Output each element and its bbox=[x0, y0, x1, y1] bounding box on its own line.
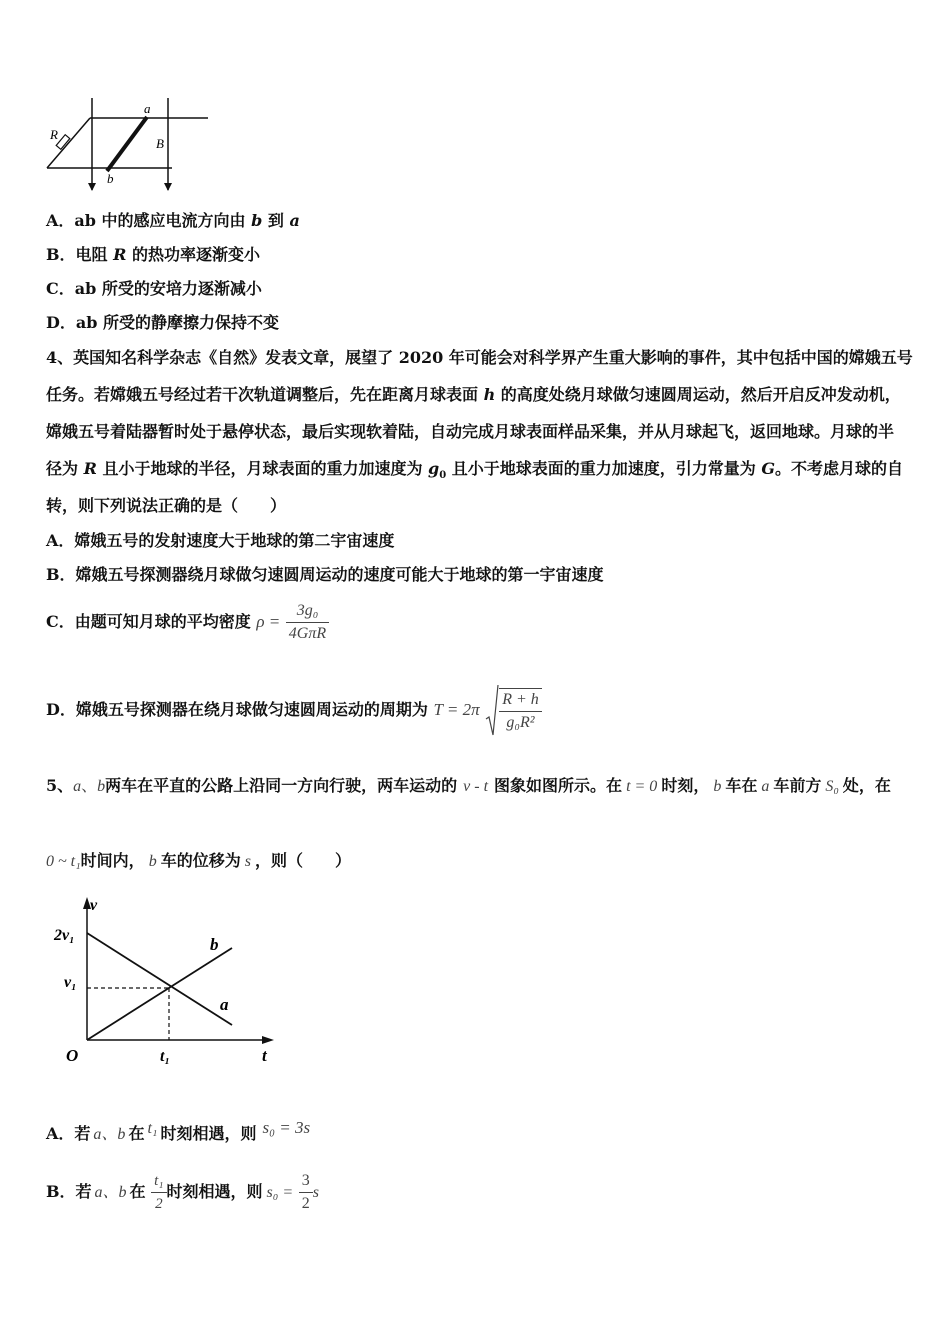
label-a: a bbox=[144, 101, 151, 116]
y-tick-v1: v₁ bbox=[64, 974, 77, 991]
q4-option-d: D．嫦娥五号探测器在绕月球做匀速圆周运动的周期为 T = 2π $\frac{R + h}{\text{g₀R²}}$ bbox=[46, 682, 542, 739]
q4-stem-line3: 嫦娥五号着陆器暂时处于悬停状态，最后实现软着陆，自动完成月球表面样品采集，并从月球起飞，返回地球。月球的半 bbox=[46, 422, 895, 441]
line-b bbox=[87, 948, 232, 1040]
x-tick-t1: t₁ bbox=[160, 1048, 171, 1065]
q4-stem-line5: 转，则下列说法正确的是（ ） bbox=[46, 496, 287, 515]
label-R: R bbox=[50, 127, 58, 142]
q5-option-a: A．若 a、b 在 t₁ 时刻相遇，则 s₀ = 3s bbox=[46, 1118, 311, 1143]
vt-graph bbox=[50, 895, 290, 1080]
y-tick-2v1: 2v₁ bbox=[54, 927, 75, 944]
q4-stem-line4: 径为 R 且小于地球的半径，月球表面的重力加速度为 $g_0$ 且小于地球表面的重力加速度，引力常量为 G。不考虑月球的自 bbox=[46, 459, 904, 482]
q3-option-a: A．ab 中的感应电流方向由 b 到 a bbox=[46, 211, 300, 230]
x-axis-label: t bbox=[262, 1046, 267, 1065]
q4-option-b: B．嫦娥五号探测器绕月球做匀速圆周运动的速度可能大于地球的第一宇宙速度 bbox=[46, 565, 604, 584]
q4-stem-line2: 任务。若嫦娥五号经过若干次轨道调整后，先在距离月球表面 h 的高度处绕月球做匀速圆周运动，然后开启反冲发动机， bbox=[46, 385, 901, 404]
label-b: b bbox=[107, 171, 114, 186]
q3-option-d: D．ab 所受的静摩擦力保持不变 bbox=[46, 313, 280, 332]
q3-option-b: B．电阻 R 的热功率逐渐变小 bbox=[46, 245, 260, 264]
label-B: B bbox=[156, 136, 164, 151]
sqrt-icon bbox=[485, 683, 499, 739]
line-b-label: b bbox=[210, 935, 219, 954]
y-axis-label: v bbox=[90, 897, 98, 914]
q3-option-c: C．ab 所受的安培力逐渐减小 bbox=[46, 279, 262, 298]
q4-option-a: A．嫦娥五号的发射速度大于地球的第二宇宙速度 bbox=[46, 531, 395, 550]
q5-option-b: B．若 a、b 在 $\frac{\text{t₁}}{2}$ 时刻相遇，则 s₀ = $\frac{3}{2}$ s bbox=[46, 1172, 319, 1212]
q4-stem-line1: 4、英国知名科学杂志《自然》发表文章，展望了 2020 年可能会对科学界产生重大影响的事件，其中包括中国的嫦娥五号 bbox=[46, 348, 913, 367]
q5-stem-line1: 5、a、b两车在平直的公路上沿同一方向行驶，两车运动的 v - t 图象如图所示。在 t = 0 时刻， b 车在 a 车前方 S₀ 处，在 bbox=[46, 776, 891, 795]
origin-label: O bbox=[66, 1046, 79, 1065]
q4-option-c: C．由题可知月球的平均密度 ρ = $\frac{\text{3g₀}}{\text{4GπR}}$ bbox=[46, 598, 329, 646]
q5-stem-line2: 0 ~ t₁时间内， b 车的位移为 s ，则（ ） bbox=[46, 851, 351, 870]
line-a-label: a bbox=[220, 995, 229, 1014]
circuit-figure bbox=[40, 95, 215, 195]
